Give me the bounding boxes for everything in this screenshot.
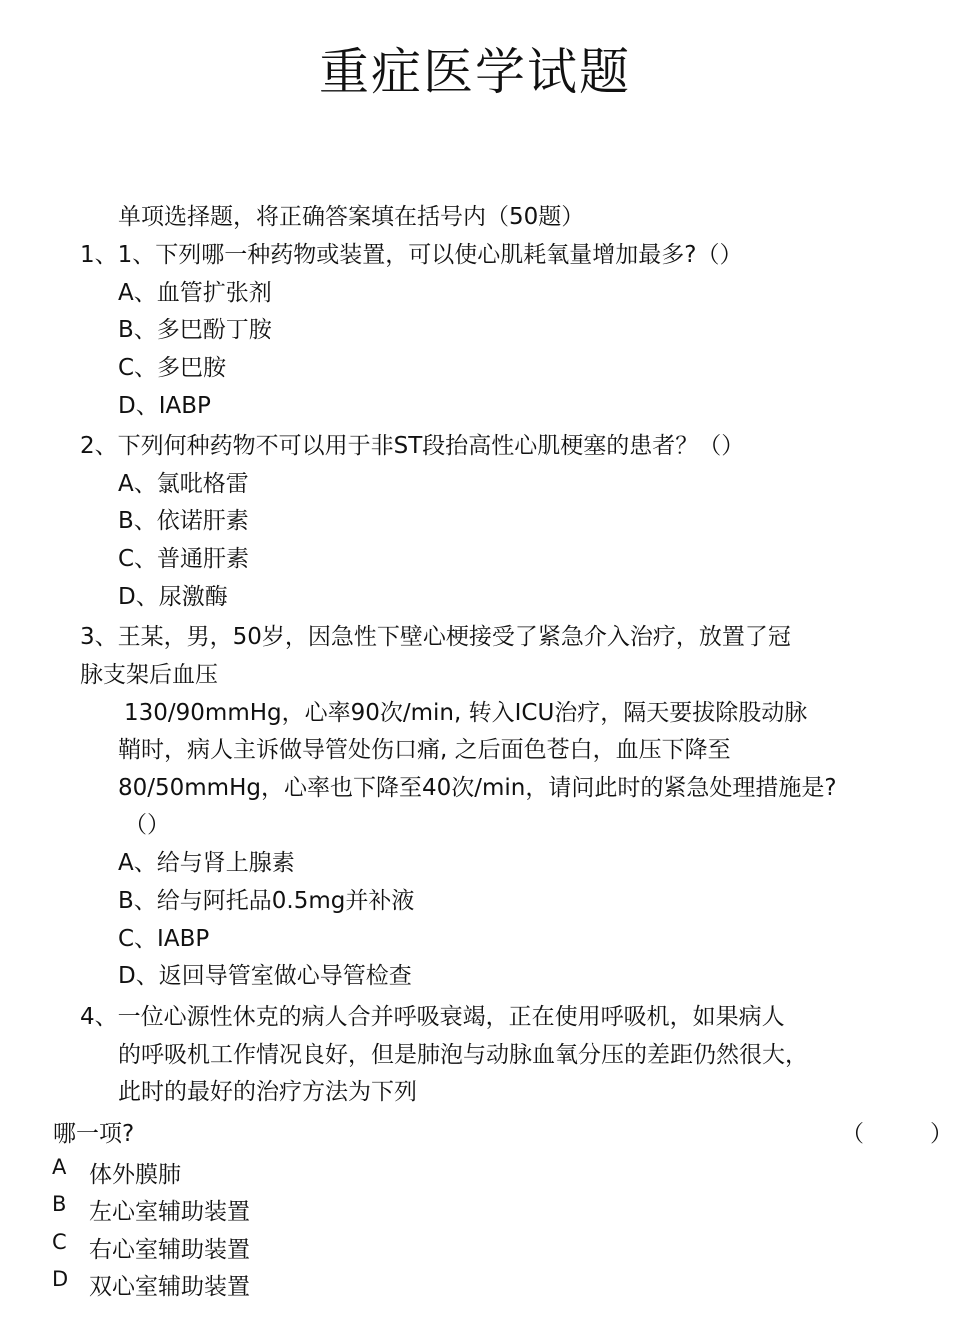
question-1-option-b: B、多巴酚丁胺 [118,317,272,343]
question-4-option-b-letter: B [52,1192,67,1216]
question-1-option-a: A、血管扩张剂 [118,280,272,306]
question-3-stem-line-1: 3、王某，男，50岁，因急性下壁心梗接受了紧急介入治疗，放置了冠 [80,624,791,650]
question-4-option-d-letter: D [52,1267,69,1291]
question-3-stem-line-3: 130/90mmHg，心率90次/min, 转入ICU治疗，隔天要拔除股动脉 [124,700,808,726]
question-4-stem-line-2: 的呼吸机工作情况良好，但是肺泡与动脉血氧分压的差距仍然很大， [118,1042,808,1068]
question-3-stem-line-4: 鞘时，病人主诉做导管处伤口痛, 之后面色苍白，血压下降至 [118,737,731,763]
question-4-option-d-text: 双心室辅助装置 [89,1274,250,1300]
question-4-stem-line-3: 此时的最好的治疗方法为下列 [118,1079,417,1105]
question-3-option-c: C、IABP [118,926,210,952]
question-4-option-c-text: 右心室辅助装置 [89,1237,250,1263]
question-4-option-a-text: 体外膜肺 [89,1162,181,1188]
question-4-option-c-letter: C [52,1230,67,1254]
question-3-option-a: A、给与肾上腺素 [118,850,295,876]
question-2-stem: 2、下列何种药物不可以用于非ST段抬高性心肌梗塞的患者？（） [80,433,745,459]
question-3-stem-line-2: 脉支架后血压 [80,662,218,688]
question-1-option-c: C、多巴胺 [118,355,227,381]
question-1-option-d: D、IABP [118,393,211,419]
question-3-option-b: B、给与阿托品0.5mg并补液 [118,888,415,914]
question-4-option-a-letter: A [52,1155,67,1179]
question-4-answer-close: ） [930,1121,953,1147]
question-4-stem-line-4: 哪一项? [53,1121,135,1147]
question-2-option-a: A、氯吡格雷 [118,471,249,497]
question-1-stem: 1、1、下列哪一种药物或装置，可以使心肌耗氧量增加最多?（） [80,242,743,268]
question-2-option-b: B、依诺肝素 [118,508,249,534]
question-4-stem-line-1: 4、一位心源性休克的病人合并呼吸衰竭，正在使用呼吸机，如果病人 [80,1004,785,1030]
question-2-option-d: D、尿激酶 [118,584,228,610]
instruction: 单项选择题，将正确答案填在括号内（50题） [118,204,585,230]
question-4-option-b-text: 左心室辅助装置 [89,1199,250,1225]
question-3-stem-line-6: （） [124,812,170,838]
question-2-option-c: C、普通肝素 [118,546,250,572]
question-3-stem-line-5: 80/50mmHg，心率也下降至40次/min，请问此时的紧急处理措施是? [118,775,837,801]
question-3-option-d: D、返回导管室做心导管检查 [118,963,412,989]
page-title: 重症医学试题 [319,43,631,101]
question-4-answer-open: （ [841,1121,864,1147]
